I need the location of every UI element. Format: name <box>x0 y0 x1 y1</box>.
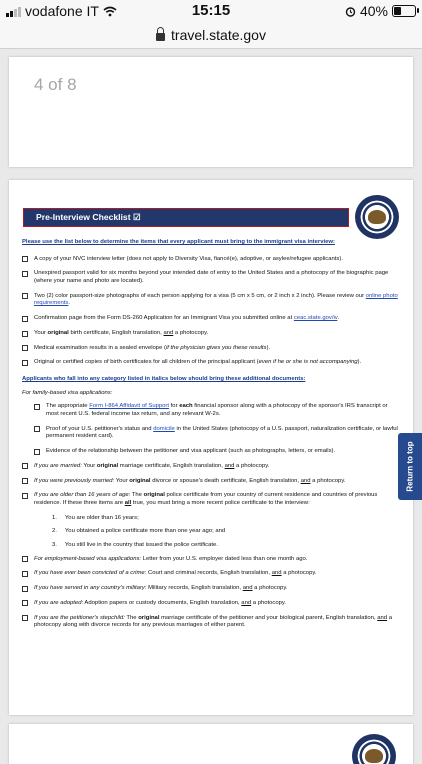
all-applicants-heading: Please use the list below to determine the items that every applicant must bring to the immigrant visa interview: <box>22 239 335 245</box>
additional-documents-heading: Applicants who fall into any category listed in italics below should bring these additional documents: <box>22 376 306 383</box>
checkbox[interactable] <box>22 478 28 484</box>
page-counter: 4 of 8 <box>34 75 77 94</box>
checklist-item: Two (2) color passport-size photographs of each person applying for a visa (5 cm x 5 cm, or 2 inch x 2 inch). Please review our online photo requirements. <box>22 293 398 308</box>
battery-icon <box>392 5 416 17</box>
clock: 15:15 <box>191 2 231 19</box>
checklist-item: If you were previously married: Your original divorce or spouse's death certificate, English translation, and a photocopy. <box>22 478 398 486</box>
checklist-item: Your original birth certificate, English translation, and a photocopy. <box>22 330 398 338</box>
checkbox[interactable] <box>22 360 28 366</box>
checkbox[interactable] <box>34 426 40 432</box>
photo-requirements-link[interactable]: online photo requirements <box>34 292 398 307</box>
checklist-item: Evidence of the relationship between the petitioner and visa applicant (such as photographs, letters, or emails). <box>22 448 398 456</box>
state-department-seal-icon <box>355 195 399 239</box>
checklist-item: If you are the petitioner's stepchild: The original marriage certificate of the petitioner and your biological parent, English translation, and a photocopy along with divorce records for any previous marriages of either parent. <box>22 615 398 630</box>
checkbox[interactable] <box>22 256 28 262</box>
checkbox[interactable] <box>22 600 28 606</box>
carrier-name: vodafone IT <box>25 3 99 19</box>
checkbox[interactable] <box>22 571 28 577</box>
battery-percent: 40% <box>359 3 388 19</box>
alarm-icon <box>345 6 356 17</box>
numbered-condition: 1. You are older than 16 years; <box>52 514 139 521</box>
lock-icon <box>156 33 165 41</box>
checkbox[interactable] <box>22 463 28 469</box>
battery-group <box>345 3 416 19</box>
pdf-page-next <box>9 724 413 764</box>
status-bar <box>0 0 422 22</box>
checkbox[interactable] <box>22 345 28 351</box>
domicile-link[interactable]: domicile <box>153 425 175 432</box>
numbered-condition: 3. You still live in the country that issued the police certificate. <box>52 541 218 548</box>
checklist-item: If you have served in any country's military: Military records, English translation, and a photocopy. <box>22 585 398 593</box>
checklist-item: Unexpired passport valid for six months beyond your intended date of entry to the United States and a photocopy of the biographic page (where your name and photo are located). <box>22 270 398 285</box>
pdf-page-previous <box>9 57 413 167</box>
checklist-item: For employment-based visa applications: Letter from your U.S. employer dated less than one month ago. <box>22 556 398 564</box>
checkbox[interactable] <box>34 404 40 410</box>
checklist-item: The appropriate Form I-864 Affidavit of Support for each financial sponsor along with a photocopy of the sponsor's IRS transcript or most recent U.S. federal income tax return, and any relevant W-2s. <box>22 403 398 418</box>
checklist-item: Proof of your U.S. petitioner's status and domicile in the United States (photocopy of a U.S. passport, naturalization certificate, or lawful permanent resident card). <box>22 426 398 441</box>
checklist-content <box>22 239 398 637</box>
checklist-item: A copy of your NVC interview letter (does not apply to Diversity Visa, fiancé(e), adoptive, or asylee/refugee applicants). <box>22 256 398 264</box>
checklist-title-bar <box>23 208 349 227</box>
ceac-link[interactable]: ceac.state.gov/iv <box>293 315 338 322</box>
checklist-item: If you have ever been convicted of a crime: Court and criminal records, English translation, and a photocopy. <box>22 570 398 578</box>
family-based-label: For family-based visa applications: <box>22 389 113 396</box>
checkbox[interactable] <box>22 316 28 322</box>
state-department-seal-icon <box>352 734 396 764</box>
numbered-condition: 2. You obtained a police certificate more than one year ago; and <box>52 528 226 535</box>
checkbox[interactable] <box>22 331 28 337</box>
return-to-top-button[interactable]: Return to top <box>398 433 422 500</box>
checkbox[interactable] <box>22 271 28 277</box>
url-text[interactable]: travel.state.gov <box>171 27 266 43</box>
checklist-title: Pre-Interview Checklist ☑ <box>36 212 141 222</box>
checklist-item: Medical examination results in a sealed envelope (if the physician gives you these results). <box>22 345 398 353</box>
checkbox[interactable] <box>22 493 28 499</box>
checkbox[interactable] <box>34 449 40 455</box>
affidavit-of-support-link[interactable]: Form I-864 Affidavit of Support <box>89 403 170 410</box>
pdf-page-checklist <box>9 180 413 715</box>
checkbox[interactable] <box>22 293 28 299</box>
checkbox[interactable] <box>22 615 28 621</box>
address-bar[interactable] <box>0 22 422 49</box>
checklist-item: If you are married: Your original marriage certificate, English translation, and a photocopy. <box>22 463 398 471</box>
checklist-item: Confirmation page from the Form DS-260 Application for an Immigrant Visa you submitted online at ceac.state.gov/iv. <box>22 315 398 323</box>
checklist-item: If you are older than 16 years of age: The original police certificate from your country of current residence and countries of previous residence. If these three items are all true, you must bring a more recent police certificate to the interview: <box>22 492 398 507</box>
checkbox[interactable] <box>22 556 28 562</box>
checklist-item: If you are adopted: Adoption papers or custody documents, English translation, and a photocopy. <box>22 600 398 608</box>
checklist-item: Original or certified copies of birth certificates for all children of the principal applicant (even if he or she is not accompanying). <box>22 359 398 367</box>
checkbox[interactable] <box>22 586 28 592</box>
